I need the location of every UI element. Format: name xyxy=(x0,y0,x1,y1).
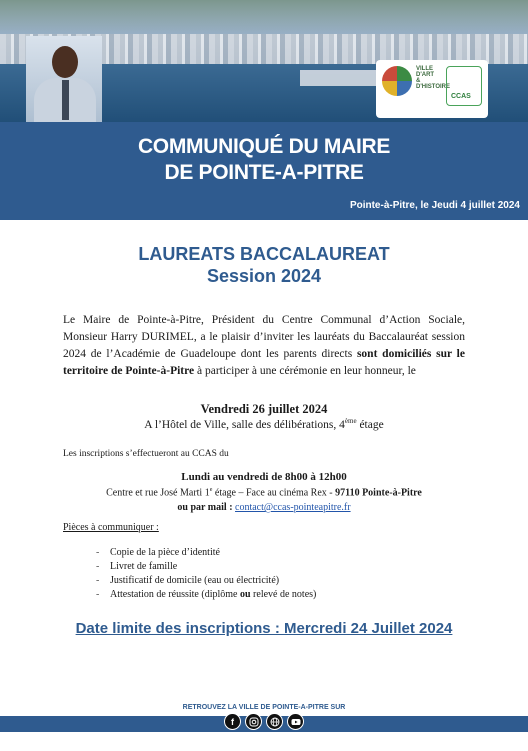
communique-date: Pointe-à-Pitre, le Jeudi 4 juillet 2024 xyxy=(349,200,520,211)
list-item: - Attestation de réussite (diplôme ou relevé de notes) xyxy=(96,588,316,602)
list-item: - Livret de famille xyxy=(96,560,316,574)
web-icon[interactable] xyxy=(266,713,283,730)
mail-line: ou par mail : contact@ccas-pointeapitre.fr xyxy=(177,502,351,513)
contact-email-link[interactable]: contact@ccas-pointeapitre.fr xyxy=(235,502,351,513)
laureats-heading: LAUREATS BACCALAUREAT Session 2024 xyxy=(138,244,390,286)
documents-list xyxy=(96,546,316,602)
partner-logos xyxy=(376,60,488,118)
ceremony-place: A l’Hôtel de Ville, salle des délibérations, 4ème étage xyxy=(144,417,384,431)
opening-hours: Lundi au vendredi de 8h00 à 12h00 xyxy=(181,471,347,483)
youtube-icon[interactable] xyxy=(287,713,304,730)
ccas-logo-icon xyxy=(446,66,482,106)
list-item: - Copie de la pièce d’identité xyxy=(96,546,316,560)
registration-deadline: Date limite des inscriptions : Mercredi 24 Juillet 2024 xyxy=(75,620,453,637)
logo-a-text: VILLE D'ART & D'HISTOIRE xyxy=(416,66,450,90)
intro-paragraph: Le Maire de Pointe-à-Pitre, Président du Centre Communal d’Action Sociale, Monsieur Harry DURIMEL, a le plaisir d’inviter les lauréats du Baccalauréat session 2024 de l’Académie de Guadeloupe dont les parents directs sont domiciliés sur le territoire de Pointe-à-Pitre à participer à une cérémonie en leur honneur, le xyxy=(63,314,465,377)
footer-follow-text: RETROUVEZ LA VILLE DE POINTE-A-PITRE SUR xyxy=(182,704,346,711)
title-band xyxy=(0,122,528,220)
list-item: - Justificatif de domicile (eau ou électricité) xyxy=(96,574,316,588)
ville-art-histoire-logo-icon xyxy=(382,66,412,96)
ceremony-date: Vendredi 26 juillet 2024 xyxy=(200,402,328,416)
documents-title: Pièces à communiquer : xyxy=(63,522,159,533)
social-links xyxy=(0,713,528,730)
page-title: COMMUNIQUÉ DU MAIRE DE POINTE-A-PITRE xyxy=(137,135,391,184)
ccas-logo-text: CCAS xyxy=(451,93,471,100)
mayor-portrait xyxy=(26,36,102,122)
facebook-icon[interactable]: f xyxy=(224,713,241,730)
ccas-address: Centre et rue José Marti 1e étage – Face au cinéma Rex - 97110 Pointe-à-Pitre xyxy=(106,487,422,499)
inscriptions-intro: Les inscriptions s’effectueront au CCAS du xyxy=(63,449,229,459)
instagram-icon[interactable] xyxy=(245,713,262,730)
header-photo xyxy=(0,0,528,122)
